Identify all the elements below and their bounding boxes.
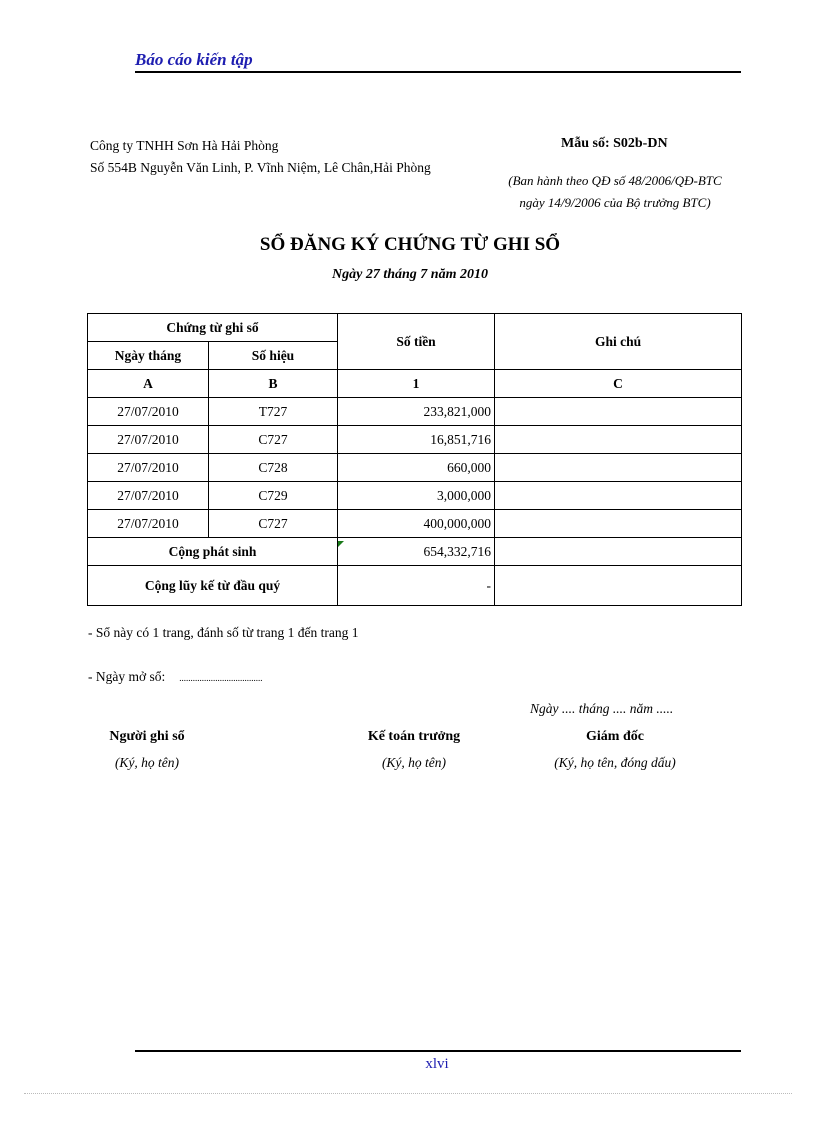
cell-date: 27/07/2010 bbox=[88, 510, 209, 538]
total-amount: 654,332,716 bbox=[338, 538, 495, 566]
footer-divider bbox=[135, 1050, 741, 1052]
total-label: Cộng phát sinh bbox=[88, 538, 338, 566]
column-code-amount: 1 bbox=[338, 370, 495, 398]
page-bottom-edge bbox=[24, 1093, 792, 1094]
column-header-number: Số hiệu bbox=[209, 342, 338, 370]
recorder-role: Người ghi sổ bbox=[109, 729, 185, 744]
voucher-register-table bbox=[87, 313, 742, 606]
table-row bbox=[88, 398, 742, 426]
total-note bbox=[495, 538, 742, 566]
open-date-note bbox=[88, 669, 263, 685]
form-number: Mẫu số: S02b-DN bbox=[561, 136, 668, 151]
cell-amount: 3,000,000 bbox=[338, 482, 495, 510]
form-regulation-line-2: ngày 14/9/2006 của Bộ trưởng BTC) bbox=[519, 195, 711, 210]
accountant-instruction: (Ký, họ tên) bbox=[381, 755, 447, 770]
cell-comment-marker-icon bbox=[338, 541, 344, 547]
cell-note bbox=[495, 510, 742, 538]
company-address: Số 554B Nguyễn Văn Linh, P. Vĩnh Niệm, Lê Chân,Hải Phòng bbox=[90, 160, 431, 175]
document-title: SỔ ĐĂNG KÝ CHỨNG TỪ GHI SỔ bbox=[259, 234, 561, 255]
form-regulation-line-1: (Ban hành theo QĐ số 48/2006/QĐ-BTC bbox=[508, 173, 722, 188]
column-code-number: B bbox=[209, 370, 338, 398]
column-header-amount: Số tiền bbox=[338, 314, 495, 370]
group-header-vouchers: Chứng từ ghi sổ bbox=[88, 314, 338, 342]
signature-director bbox=[525, 729, 705, 771]
cumulative-row bbox=[88, 566, 742, 606]
column-code-row bbox=[88, 370, 742, 398]
cumulative-label: Cộng lũy kế từ đầu quý bbox=[88, 566, 338, 606]
cell-number: C727 bbox=[209, 510, 338, 538]
cell-number: C728 bbox=[209, 454, 338, 482]
column-code-date: A bbox=[88, 370, 209, 398]
page-number: xlvi bbox=[425, 1056, 449, 1072]
total-row bbox=[88, 538, 742, 566]
cell-amount: 16,851,716 bbox=[338, 426, 495, 454]
cell-note bbox=[495, 454, 742, 482]
cell-amount: 400,000,000 bbox=[338, 510, 495, 538]
table-row bbox=[88, 510, 742, 538]
cumulative-note bbox=[495, 566, 742, 606]
company-name: Công ty TNHH Sơn Hà Hải Phòng bbox=[90, 138, 279, 153]
cell-note bbox=[495, 398, 742, 426]
report-header-title: Báo cáo kiến tập bbox=[135, 50, 253, 69]
cell-number: C729 bbox=[209, 482, 338, 510]
page-count-note: - Sổ này có 1 trang, đánh số từ trang 1 đến trang 1 bbox=[88, 625, 359, 640]
table-row bbox=[88, 454, 742, 482]
signature-date-line: Ngày .... tháng .... năm ..... bbox=[530, 701, 674, 716]
document-date: Ngày 27 tháng 7 năm 2010 bbox=[332, 267, 488, 282]
recorder-instruction: (Ký, họ tên) bbox=[114, 755, 180, 770]
cell-date: 27/07/2010 bbox=[88, 454, 209, 482]
open-date-dots: ..................................... bbox=[179, 672, 263, 683]
header-divider bbox=[135, 71, 741, 73]
cell-note bbox=[495, 426, 742, 454]
signature-recorder bbox=[57, 729, 237, 771]
cell-amount: 660,000 bbox=[338, 454, 495, 482]
column-header-date: Ngày tháng bbox=[88, 342, 209, 370]
accountant-role: Kế toán trưởng bbox=[367, 729, 461, 744]
table-row bbox=[88, 426, 742, 454]
cell-date: 27/07/2010 bbox=[88, 426, 209, 454]
cell-number: T727 bbox=[209, 398, 338, 426]
table-row bbox=[88, 482, 742, 510]
cell-date: 27/07/2010 bbox=[88, 482, 209, 510]
cell-number: C727 bbox=[209, 426, 338, 454]
director-instruction: (Ký, họ tên, đóng dấu) bbox=[554, 755, 676, 770]
open-date-label: - Ngày mở sổ: bbox=[88, 669, 166, 684]
table-header-row bbox=[88, 314, 742, 342]
column-header-note: Ghi chú bbox=[495, 314, 742, 370]
cell-note bbox=[495, 482, 742, 510]
cell-amount: 233,821,000 bbox=[338, 398, 495, 426]
cell-date: 27/07/2010 bbox=[88, 398, 209, 426]
column-code-note: C bbox=[495, 370, 742, 398]
signature-chief-accountant bbox=[324, 729, 504, 771]
cumulative-amount: - bbox=[338, 566, 495, 606]
director-role: Giám đốc bbox=[586, 729, 644, 744]
